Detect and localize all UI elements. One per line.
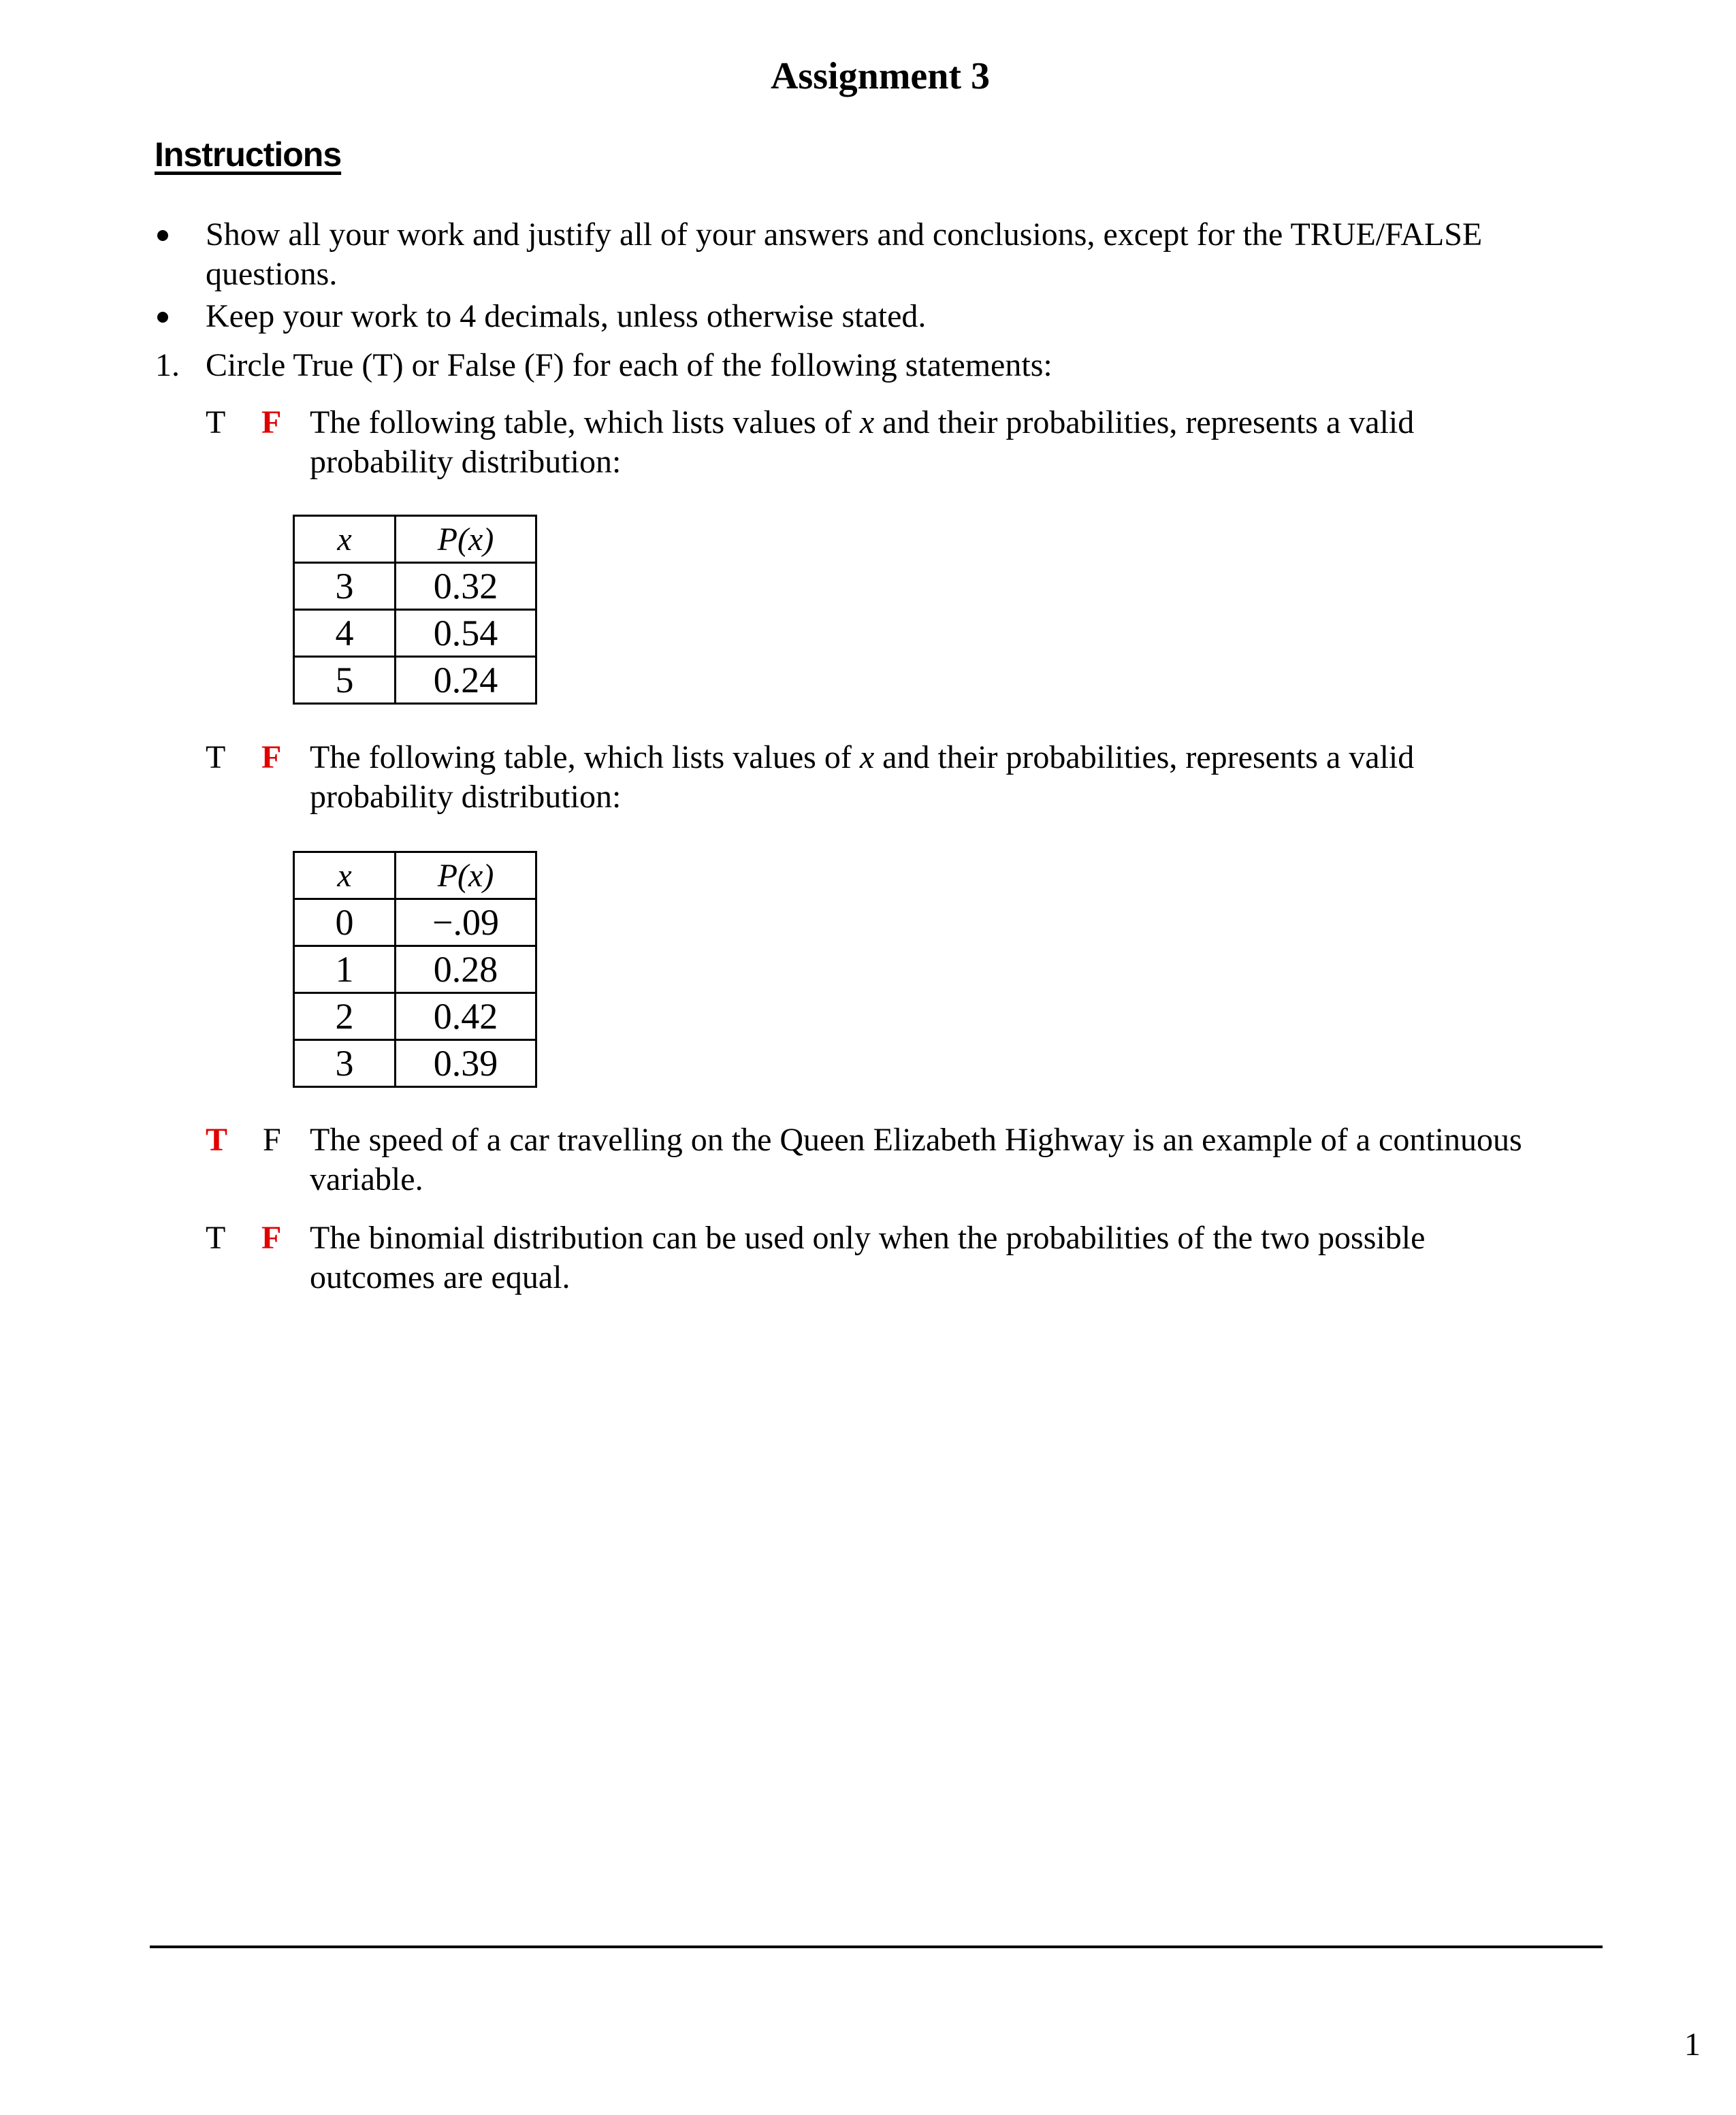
page-number: 1: [1684, 2027, 1701, 2063]
true-option[interactable]: T: [206, 1220, 226, 1256]
instructions-heading: Instructions: [155, 135, 342, 174]
bullet-icon: [157, 230, 168, 241]
statement-2-line-1: [310, 738, 1414, 777]
table-header-row: [294, 516, 536, 563]
header-x: x: [294, 852, 396, 899]
statement-text: The following table, which lists values of: [310, 739, 860, 775]
table-row: [294, 946, 536, 993]
false-option-selected[interactable]: F: [261, 1220, 282, 1256]
variable-x: x: [859, 404, 875, 440]
true-option-selected[interactable]: T: [206, 1122, 228, 1158]
header-px: P(x): [396, 852, 536, 899]
cell-px: 0.24: [396, 657, 536, 704]
page-title: Assignment 3: [770, 55, 991, 97]
table-row: [294, 993, 536, 1040]
statement-text: and their probabilities, represents a valid: [874, 404, 1415, 440]
table-row: [294, 899, 536, 946]
statement-1-line-2: probability distribution:: [310, 444, 622, 480]
probability-table-1: [293, 515, 537, 705]
cell-x: 3: [294, 563, 396, 610]
statement-2-line-2: probability distribution:: [310, 779, 622, 815]
statement-1-line-1: [310, 403, 1414, 442]
table-header-row: [294, 852, 536, 899]
cell-px: 0.39: [396, 1040, 536, 1087]
cell-px: 0.32: [396, 563, 536, 610]
cell-px: 0.54: [396, 610, 536, 657]
false-option-selected[interactable]: F: [261, 739, 282, 775]
table-row: [294, 657, 536, 704]
cell-x: 0: [294, 899, 396, 946]
true-option[interactable]: T: [206, 739, 226, 775]
header-x: x: [294, 516, 396, 563]
statement-text: and their probabilities, represents a valid: [874, 739, 1415, 775]
cell-x: 1: [294, 946, 396, 993]
variable-x: x: [859, 739, 875, 775]
footer-divider: [150, 1946, 1603, 1948]
cell-px: 0.42: [396, 993, 536, 1040]
question-prompt: Circle True (T) or False (F) for each of the following statements:: [206, 347, 1052, 383]
cell-px: −.09: [396, 899, 536, 946]
true-option[interactable]: T: [206, 404, 226, 440]
statement-4-line-2: outcomes are equal.: [310, 1259, 570, 1295]
cell-x: 5: [294, 657, 396, 704]
bullet-icon: [157, 312, 168, 323]
instruction-bullet-1-line-2: questions.: [206, 256, 338, 292]
statement-4-line-1: The binomial distribution can be used only when the probabilities of the two possible: [310, 1220, 1426, 1256]
cell-x: 3: [294, 1040, 396, 1087]
false-option-selected[interactable]: F: [261, 404, 282, 440]
statement-3-line-1: The speed of a car travelling on the Queen Elizabeth Highway is an example of a continuous: [310, 1122, 1522, 1158]
statement-3-line-2: variable.: [310, 1161, 423, 1197]
statement-text: The following table, which lists values of: [310, 404, 860, 440]
question-number: 1.: [155, 347, 180, 383]
header-px: P(x): [396, 516, 536, 563]
instruction-bullet-2: Keep your work to 4 decimals, unless otherwise stated.: [206, 298, 927, 334]
cell-x: 2: [294, 993, 396, 1040]
table-row: [294, 1040, 536, 1087]
false-option[interactable]: F: [263, 1122, 281, 1158]
probability-table-2: [293, 851, 537, 1088]
cell-x: 4: [294, 610, 396, 657]
cell-px: 0.28: [396, 946, 536, 993]
table-row: [294, 563, 536, 610]
table-row: [294, 610, 536, 657]
instruction-bullet-1-line-1: Show all your work and justify all of your answers and conclusions, except for the TRUE/FALSE: [206, 216, 1483, 253]
